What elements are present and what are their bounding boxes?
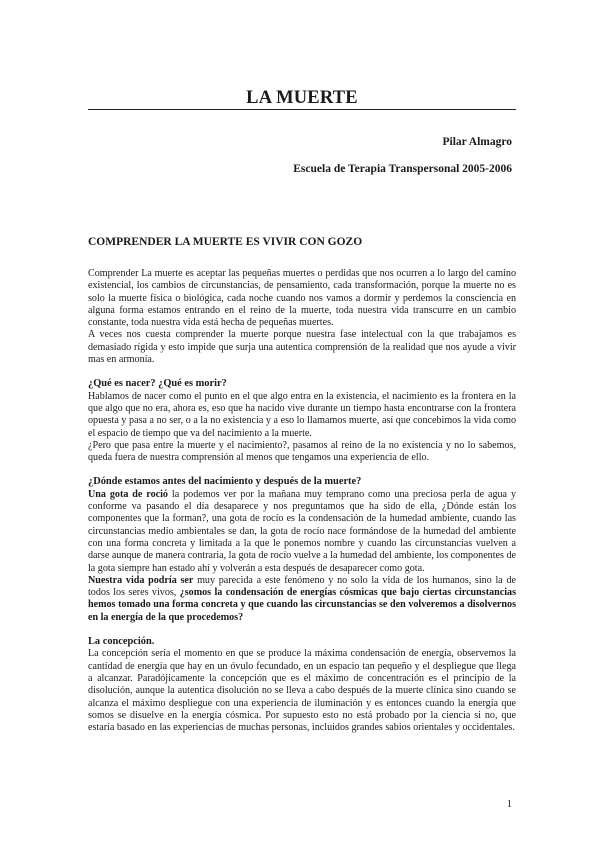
nuestra-vida-text: muy parecida a este fenómeno y no solo la vida de los humanos, sino la de todos los seres vivos, — [88, 574, 517, 599]
page-number: 1 — [506, 799, 512, 810]
paragraph-nacer-1: Hablamos de nacer como el punto en el que algo entra en la existencia, el nacimiento es la frontera en la que algo que no era, ahora es, eso que ha nacido vive durante un tiempo hasta encontrarse con la frontera opuesta y pasa a no ser, o a la no existencia y a eso lo llamamos muerte, así que concebimos la vida como el espacio de tiempo que va del nacimiento a la muerte. — [88, 390, 516, 439]
heading-donde-estamos: ¿Dónde estamos antes del nacimiento y después de la muerte? — [88, 476, 362, 488]
heading-concepcion: La concepción. — [88, 636, 155, 648]
heading-nacer-morir: ¿Qué es nacer? ¿Qué es morir? — [88, 378, 227, 390]
body-text — [88, 268, 516, 734]
paragraph-nacer-2: ¿Pero que pasa entre la muerte y el nacimiento?, pasamos al reino de la no existencia y no lo sabemos, queda fuera de nuestra comprensión al menos que tengamos una experiencia de ello. — [88, 439, 516, 464]
nuestra-vida-lead: Nuestra vida podría ser — [88, 574, 194, 586]
paragraph-nuestra-vida — [88, 575, 516, 624]
paragraph-gota-rocio — [88, 489, 516, 575]
author-name: Pilar Almagro — [442, 136, 512, 148]
nuestra-vida-question: ¿somos la condensación de energías cósmicas que bajo ciertas circunstancias hemos tomado una forma concreta y que cuando las circunstancias se den volveremos a disolvernos en la energía de la que procedemos? — [88, 587, 516, 623]
paragraph-concepcion: La concepción sería el momento en que se produce la máxima condensación de energía, observemos la cantidad de energía que hay en un óvulo fecundado, en un espacio tan pequeño y el despliegue que llega a alcanzar. Paradójicamente la concepción que es el máximo de concentración es el principio de la disolución, aunque la autentica disolución no se lleva a cabo después de la muerte clínica sino cuando se alcanza el máximo despliegue con una experiencia de iluminación y es entonces cuando la energía que somos se disuelve en la energía cósmica. Por supuesto esto no está probado por la ciencia si no, que estaría basado en las experiencias de muchas personas, incluidos grandes sabios orientales y occidentales. — [88, 648, 516, 734]
intro-paragraph-1: Comprender La muerte es aceptar las pequeñas muertes o perdidas que nos ocurren a lo largo del camino existencial, los cambios de circunstancias, de pensamiento, cada transformación, porque la muerte no es solo la muerte física o biológica, cada noche cuando nos vamos a dormir y perdemos la consciencia en alguna forma estamos entrando en el reino de la muerte, toda nuestra vida transcurre en un cambio constante, toda nuestra vida está hecha de pequeñas muertes. — [88, 268, 516, 329]
gota-rocio-text: la podemos ver por la mañana muy temprano como una preciosa perla de agua y conforme va pasando el día desaparece y nos preguntamos que ha sido de ella, ¿Dónde están los componentes que la forman?, una gota de rocío es la condensación de la humedad ambiente, cuando las circunstancias medio ambientales se dan, la gota de rocío nace formándose de la humedad del ambiente con una forma concreta y limitada a la que le ponemos nombre y cuando las circunstancias vuelven a darse aunque de manera contraria, la gota de rocío vuelve a la humedad del ambiente, los componentes de la gota siempre han estado ahí y volverán a esta después de desaparecer como gota. — [88, 488, 516, 574]
title-rule — [88, 109, 516, 110]
section-title: COMPRENDER LA MUERTE ES VIVIR CON GOZO — [88, 236, 363, 248]
school-name: Escuela de Terapia Transpersonal 2005-2006 — [293, 163, 512, 175]
intro-paragraph-2: A veces nos cuesta comprender la muerte porque nuestra fase intelectual con la que trabajamos es demasiado rígida y esto impide que surja una autentica comprensión de la realidad que nos ayude a vivir mas en armonía. — [88, 329, 516, 366]
gota-rocio-lead: Una gota de roció — [88, 488, 168, 500]
document-title: LA MUERTE — [246, 88, 358, 108]
